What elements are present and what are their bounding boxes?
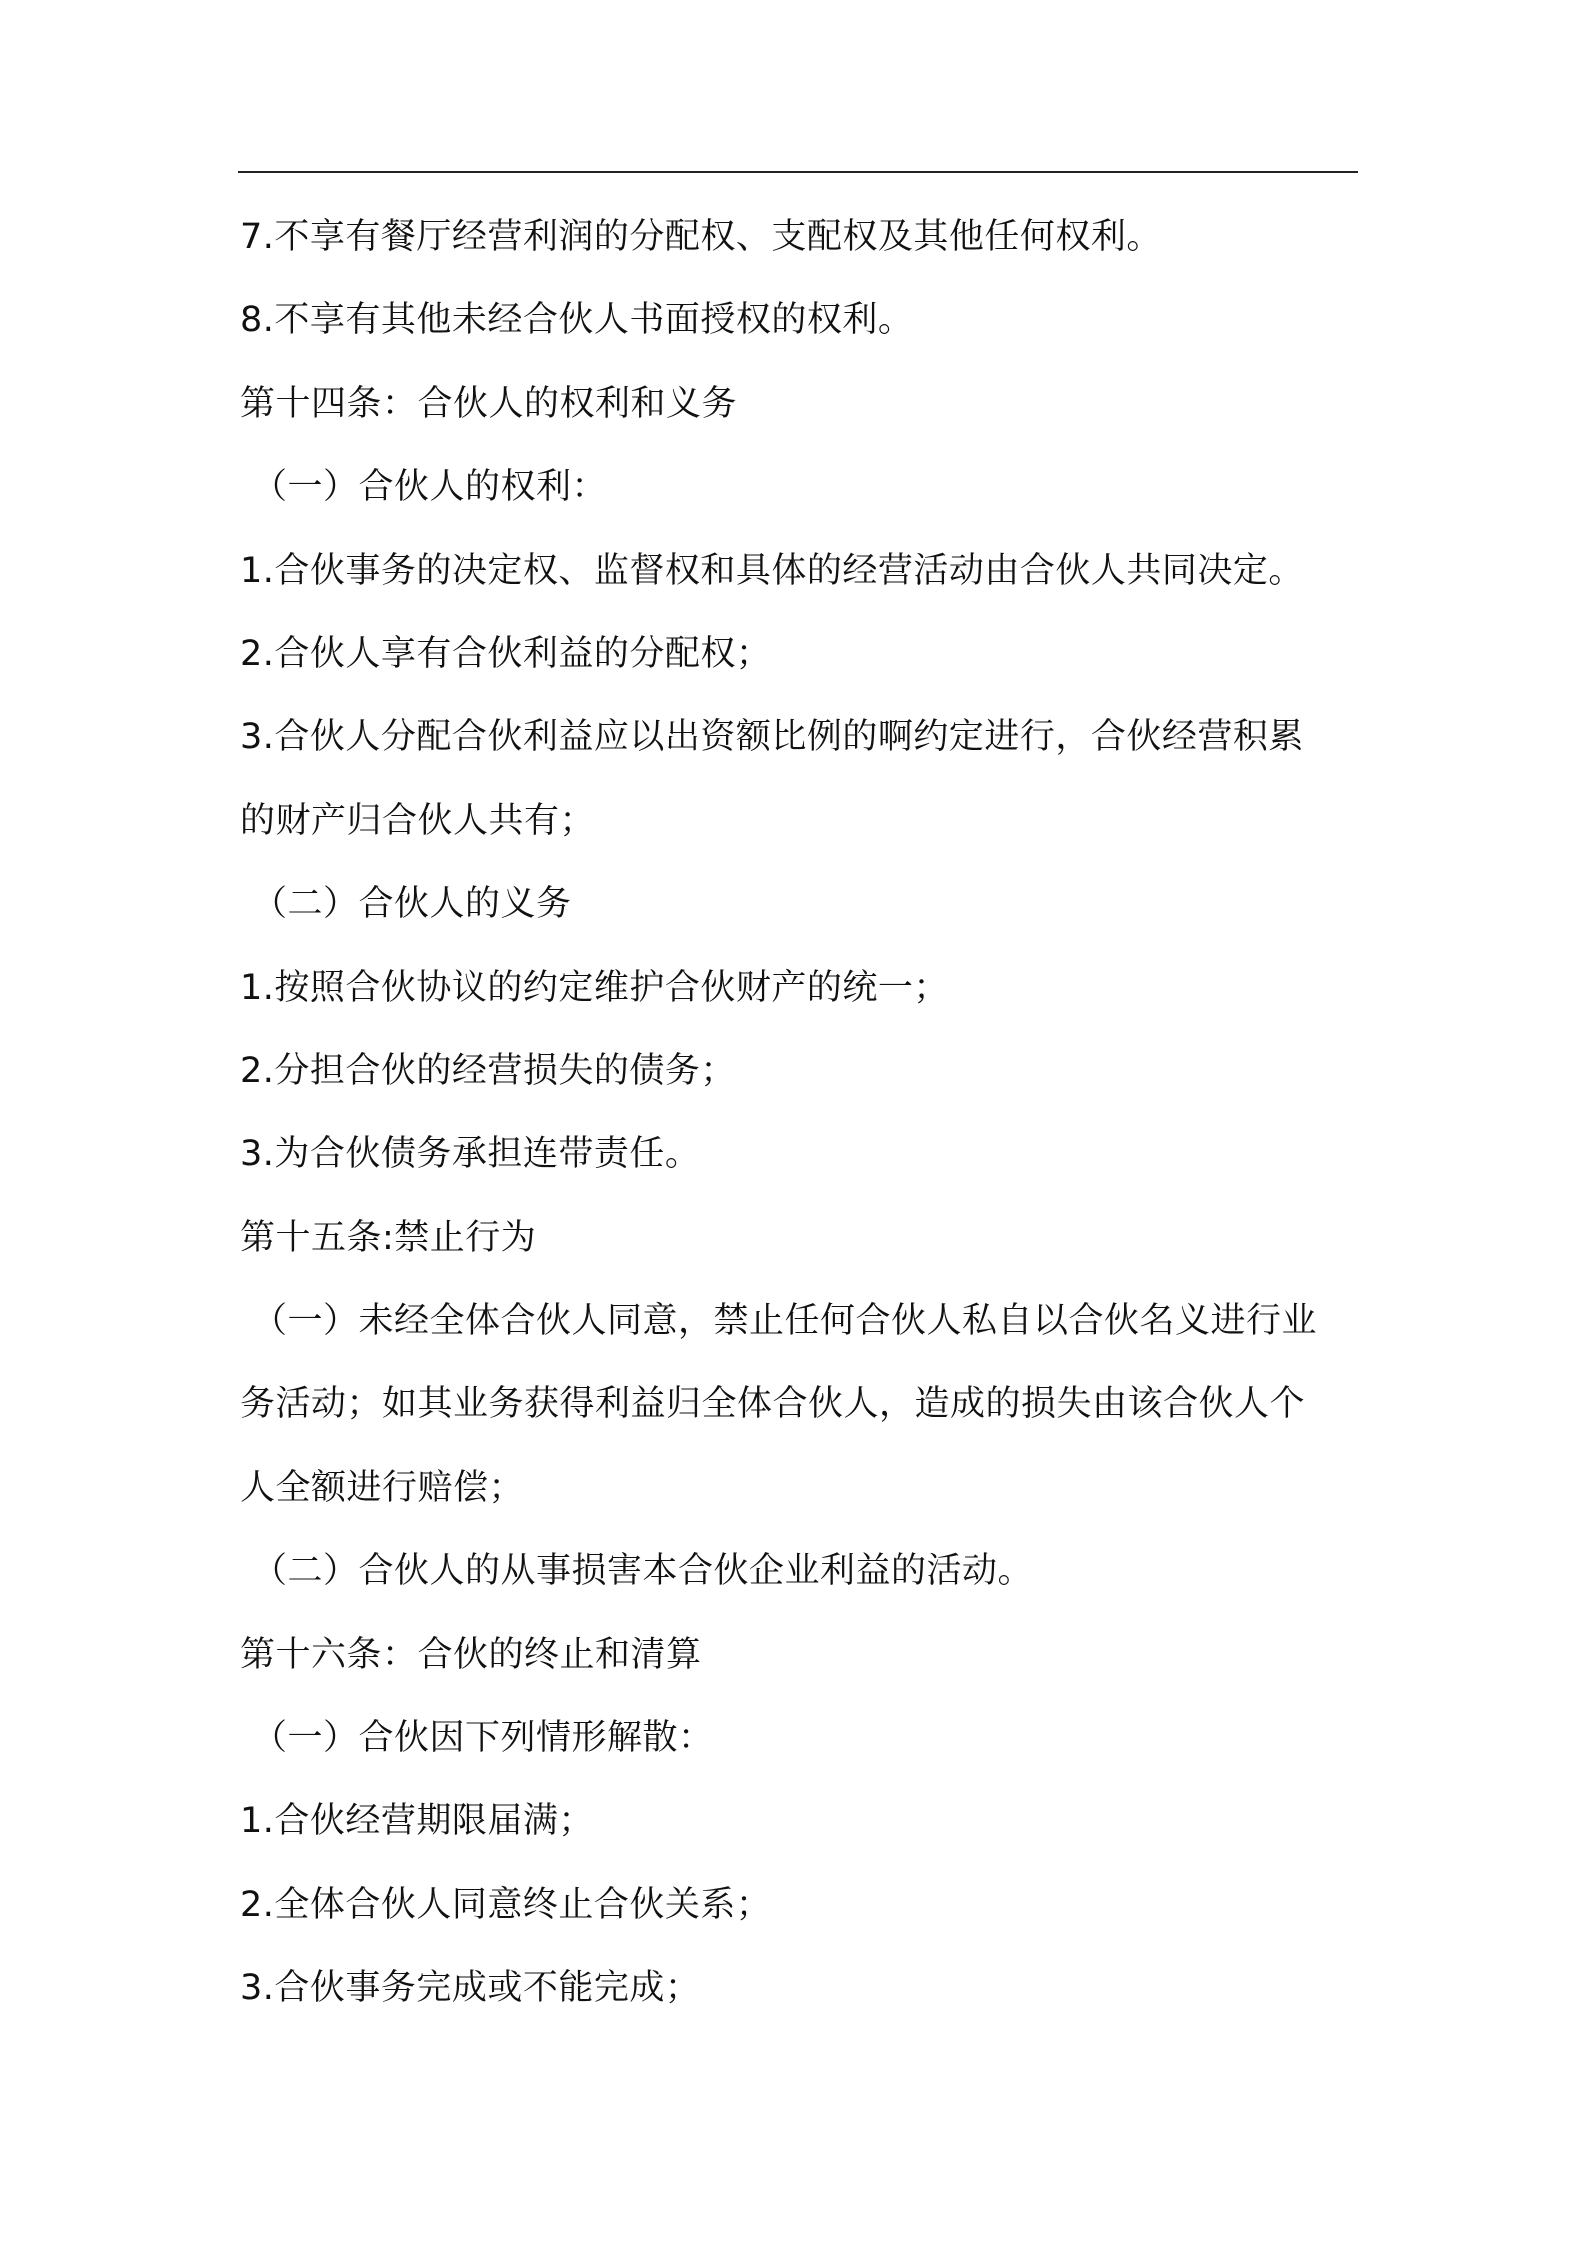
rights-item-2: 2.合伙人享有合伙利益的分配权； — [240, 633, 772, 674]
document-body — [240, 196, 1360, 2031]
duties-item-3: 3.为合伙债务承担连带责任。 — [240, 1134, 701, 1175]
rights-item-1: 1.合伙事务的决定权、监督权和具体的经营活动由合伙人共同决定。 — [240, 550, 1304, 591]
section-rights-heading: （一）合伙人的权利： — [252, 467, 608, 508]
article-14-heading: 第十四条：合伙人的权利和义务 — [240, 383, 738, 424]
section-duties-heading: （二）合伙人的义务 — [252, 884, 572, 925]
prohibition-item-1-cont-b: 人全额进行赔偿； — [240, 1467, 525, 1508]
duties-item-1: 1.按照合伙协议的约定维护合伙财产的统一； — [240, 967, 949, 1008]
section-dissolution-heading: （一）合伙因下列情形解散： — [252, 1718, 714, 1759]
prohibition-item-2: （二）合伙人的从事损害本合伙企业利益的活动。 — [252, 1551, 1034, 1592]
article-16-heading: 第十六条：合伙的终止和清算 — [240, 1634, 702, 1675]
duties-item-2: 2.分担合伙的经营损失的债务； — [240, 1050, 736, 1091]
dissolution-item-2: 2.全体合伙人同意终止合伙关系； — [240, 1884, 772, 1925]
prohibition-item-1-cont-a: 务活动；如其业务获得利益归全体合伙人，造成的损失由该合伙人个 — [240, 1384, 1306, 1425]
clause-item-7: 7.不享有餐厅经营利润的分配权、支配权及其他任何权利。 — [240, 217, 1162, 257]
dissolution-item-3: 3.合伙事务完成或不能完成； — [240, 1968, 701, 2009]
dissolution-item-1: 1.合伙经营期限届满； — [240, 1801, 594, 1842]
header-divider — [238, 171, 1358, 173]
rights-item-3-cont: 的财产归合伙人共有； — [240, 800, 596, 841]
article-15-heading: 第十五条:禁止行为 — [240, 1217, 537, 1258]
rights-item-3: 3.合伙人分配合伙利益应以出资额比例的啊约定进行，合伙经营积累 — [240, 717, 1304, 758]
prohibition-item-1: （一）未经全体合伙人同意，禁止任何合伙人私自以合伙名义进行业 — [252, 1301, 1318, 1342]
clause-item-8: 8.不享有其他未经合伙人书面授权的权利。 — [240, 300, 914, 341]
